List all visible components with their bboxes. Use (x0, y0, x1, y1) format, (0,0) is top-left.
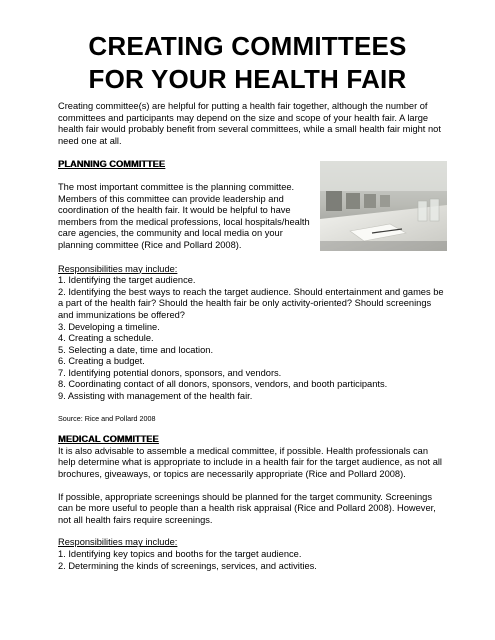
meeting-room-photo (320, 161, 447, 251)
medical-paragraph-2: If possible, appropriate screenings should be planned for the target community. Screenings can be more useful to people than a health risk appraisal (Rice and Pollard 2008). However, not all health fairs require screenings. (58, 491, 436, 525)
document-body (58, 101, 448, 572)
planning-responsibilities-label: Responsibilities may include: (58, 263, 178, 274)
medical-responsibilities-list (58, 549, 448, 572)
medical-heading: MEDICAL COMMITTEE (58, 434, 159, 445)
medical-paragraph-1: It is also advisable to assemble a medical committee, if possible. Health professionals can help determine what is appropriate to include in a health fair for the target audience, as not all brochures, giveaways, or topics are necessarily appropriate (Rice and Pollard 2008). (58, 445, 442, 480)
list-item: 2. Determining the kinds of screenings, services, and activities. (58, 560, 317, 571)
planning-paragraph: The most important committee is the planning committee. Members of this committee can provide leadership and coordination of the health fair. It would be helpful to have members from the medical professions, local hospitals/health care agencies, the community and local media on your planning committee (Rice and Pollard 2008). (58, 181, 310, 250)
planning-heading: PLANNING COMMITTEE (58, 159, 165, 170)
source-citation: Source: Rice and Pollard 2008 (58, 413, 156, 423)
list-item: 9. Assisting with management of the health fair. (58, 391, 253, 402)
list-item: 4. Creating a schedule. (58, 333, 154, 344)
planning-responsibilities-list (58, 275, 448, 403)
planning-section (58, 159, 448, 424)
medical-section (58, 434, 448, 572)
conference-table-image (320, 161, 447, 251)
list-item: 5. Selecting a date, time and location. (58, 344, 214, 355)
title-line-1: CREATING COMMITTEES (88, 31, 407, 61)
page-title (0, 30, 495, 96)
list-item: 1. Identifying key topics and booths for the target audience. (58, 549, 302, 559)
intro-paragraph: Creating committee(s) are helpful for putting a health fair together, although the number of committees and participants may depend on the size and scope of your health fair. A large health fair would probably benefit from several committees, while a small health fair might not need one at all. (58, 101, 441, 146)
list-item: 6. Creating a budget. (58, 356, 145, 367)
list-item: 2. Identifying the best ways to reach the target audience. Should entertainment and games be a part of the health fair? Should the health fair be only activity-oriented? Should screenings and immunizations be offered? (58, 286, 444, 320)
list-item: 1. Identifying the target audience. (58, 275, 196, 286)
title-line-2: FOR YOUR HEALTH FAIR (88, 64, 407, 94)
list-item: 3. Developing a timeline. (58, 321, 160, 332)
list-item: 8. Coordinating contact of all donors, sponsors, vendors, and booth participants. (58, 379, 388, 390)
medical-responsibilities-label: Responsibilities may include: (58, 537, 178, 548)
list-item: 7. Identifying potential donors, sponsors, and vendors. (58, 367, 282, 378)
